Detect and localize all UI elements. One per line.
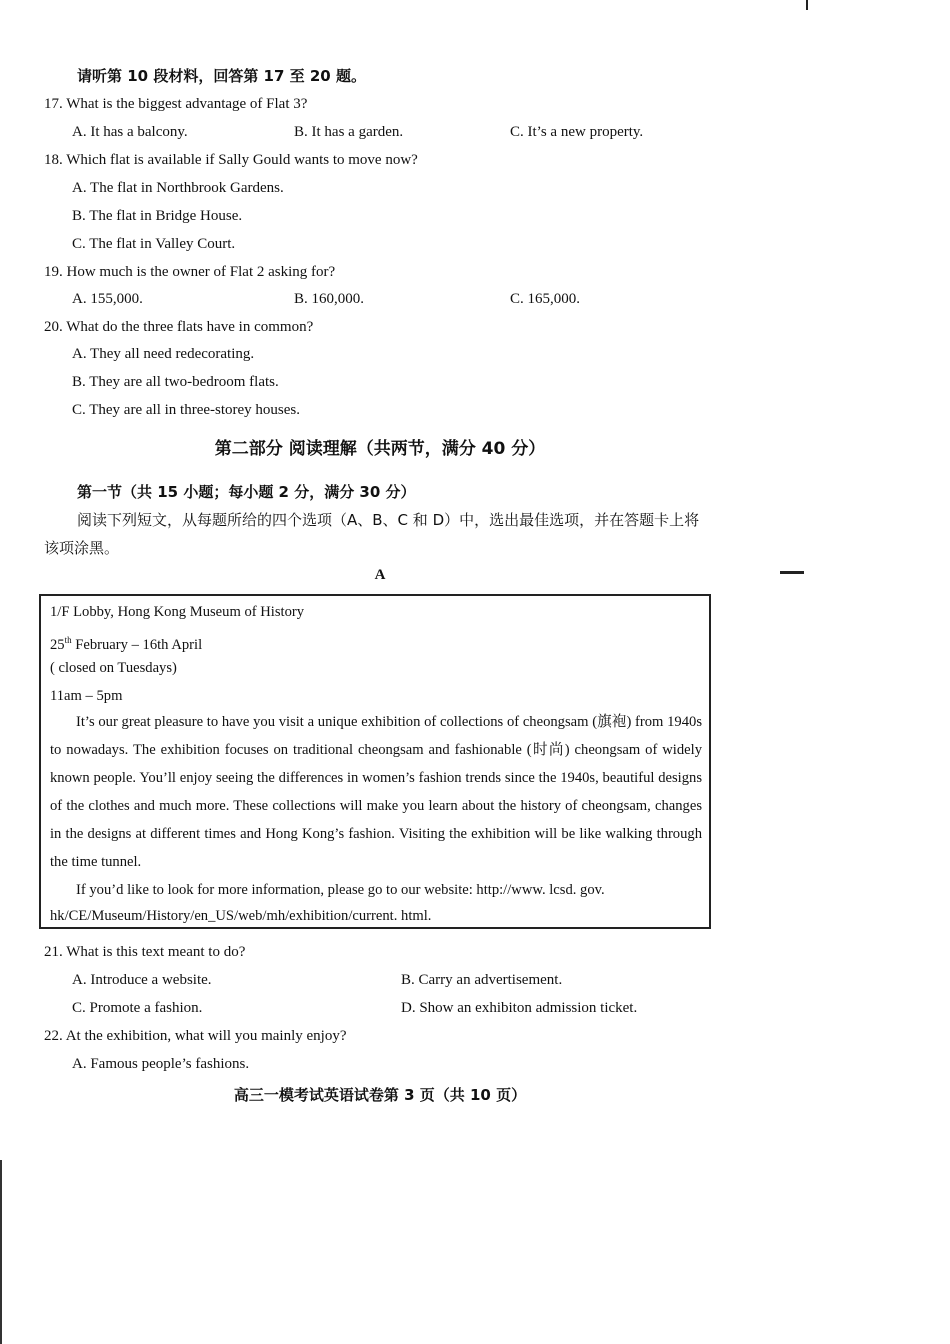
- question-17: [44, 94, 307, 114]
- q20-option-a: A. They all need redecorating.: [72, 346, 255, 362]
- question-text: What is the biggest advantage of Flat 3?: [66, 96, 308, 112]
- q18-option-a: A. The flat in Northbrook Gardens.: [72, 180, 284, 196]
- instructions-line-2: 该项涂黑。: [44, 539, 120, 557]
- q17-option-b: B. It has a garden.: [294, 124, 404, 140]
- question-number: 20.: [44, 319, 63, 335]
- q19-option-c: C. 165,000.: [510, 291, 581, 307]
- q21-option-d: D. Show an exhibiton admission ticket.: [401, 1000, 638, 1016]
- question-number: 17.: [44, 96, 63, 112]
- question-22: [44, 1026, 346, 1046]
- question-text: What do the three flats have in common?: [66, 319, 314, 335]
- q21-option-c: C. Promote a fashion.: [72, 1000, 203, 1016]
- passage-label: A: [374, 567, 386, 583]
- exhibition-ad-box: [39, 594, 711, 929]
- question-18: [44, 150, 418, 170]
- q18-option-b: B. The flat in Bridge House.: [72, 208, 243, 224]
- question-number: 18.: [44, 152, 63, 168]
- question-number: 22.: [44, 1028, 63, 1044]
- section-intro: 请听第 10 段材料，回答第 17 至 20 题。: [77, 67, 366, 85]
- q17-option-a: A. It has a balcony.: [72, 124, 188, 140]
- q18-option-c: C. The flat in Valley Court.: [72, 236, 236, 252]
- question-number: 21.: [44, 944, 63, 960]
- q21-option-a: A. Introduce a website.: [72, 972, 212, 988]
- question-19: [44, 262, 335, 282]
- ad-paragraph-2-line-2: hk/CE/Museum/History/en_US/web/mh/exhibition/current. html.: [50, 908, 432, 924]
- q20-option-b: B. They are all two-bedroom flats.: [72, 374, 279, 390]
- question-21: [44, 942, 245, 962]
- page-footer: 高三一模考试英语试卷第 3 页（共 10 页）: [233, 1086, 527, 1104]
- ad-paragraph-2-line-1: If you’d like to look for more information, please go to our website: http://www. lcsd. gov.: [76, 882, 605, 898]
- q22-option-a: A. Famous people’s fashions.: [72, 1056, 250, 1072]
- ad-paragraph-1-text: It’s our great pleasure to have you visit a unique exhibition of collections of cheongsam (旗袍) from 1940s to nowadays. The exhibition focuses on traditional cheongsam and fashionable (时尚) cheongsam of widely known people. You’ll enjoy seeing the differences in women’s fashion trends since the 1940s, beautiful designs of the clothes and much more. These collections will make you learn about the history of cheongsam, changes in the designs at different times and Hong Kong’s fashion. Visiting the exhibition will be like walking through the time tunnel.: [50, 714, 702, 870]
- question-text: Which flat is available if Sally Gould wants to move now?: [66, 152, 418, 168]
- q17-option-c: C. It’s a new property.: [510, 124, 644, 140]
- question-text: At the exhibition, what will you mainly enjoy?: [65, 1028, 347, 1044]
- instructions-line-1: 阅读下列短文，从每题所给的四个选项（A、B、C 和 D）中，选出最佳选项，并在答题卡上将: [77, 511, 700, 529]
- ad-date-day: 25: [50, 636, 65, 653]
- ad-closed-note: ( closed on Tuesdays): [50, 660, 177, 676]
- ad-hours: 11am – 5pm: [50, 688, 123, 704]
- scan-mark-top: [806, 0, 808, 10]
- question-text: How much is the owner of Flat 2 asking for?: [66, 264, 336, 280]
- q19-option-b: B. 160,000.: [294, 291, 365, 307]
- ad-dates: [50, 630, 202, 655]
- part-two-title: 第二部分 阅读理解（共两节，满分 40 分）: [214, 439, 546, 459]
- ad-date-suffix: th: [64, 635, 72, 645]
- ad-date-rest: February – 16th April: [71, 636, 203, 653]
- section-one-title: 第一节（共 15 小题；每小题 2 分，满分 30 分）: [77, 483, 416, 501]
- scan-mark-left-edge: [0, 1160, 2, 1344]
- question-number: 19.: [44, 264, 63, 280]
- ad-location: 1/F Lobby, Hong Kong Museum of History: [50, 604, 305, 620]
- question-20: [44, 317, 313, 337]
- q21-option-b: B. Carry an advertisement.: [401, 972, 563, 988]
- scan-mark-dash: [780, 571, 804, 574]
- q20-option-c: C. They are all in three-storey houses.: [72, 402, 300, 418]
- q19-option-a: A. 155,000.: [72, 291, 143, 307]
- question-text: What is this text meant to do?: [66, 944, 246, 960]
- ad-paragraph-1: [50, 708, 702, 876]
